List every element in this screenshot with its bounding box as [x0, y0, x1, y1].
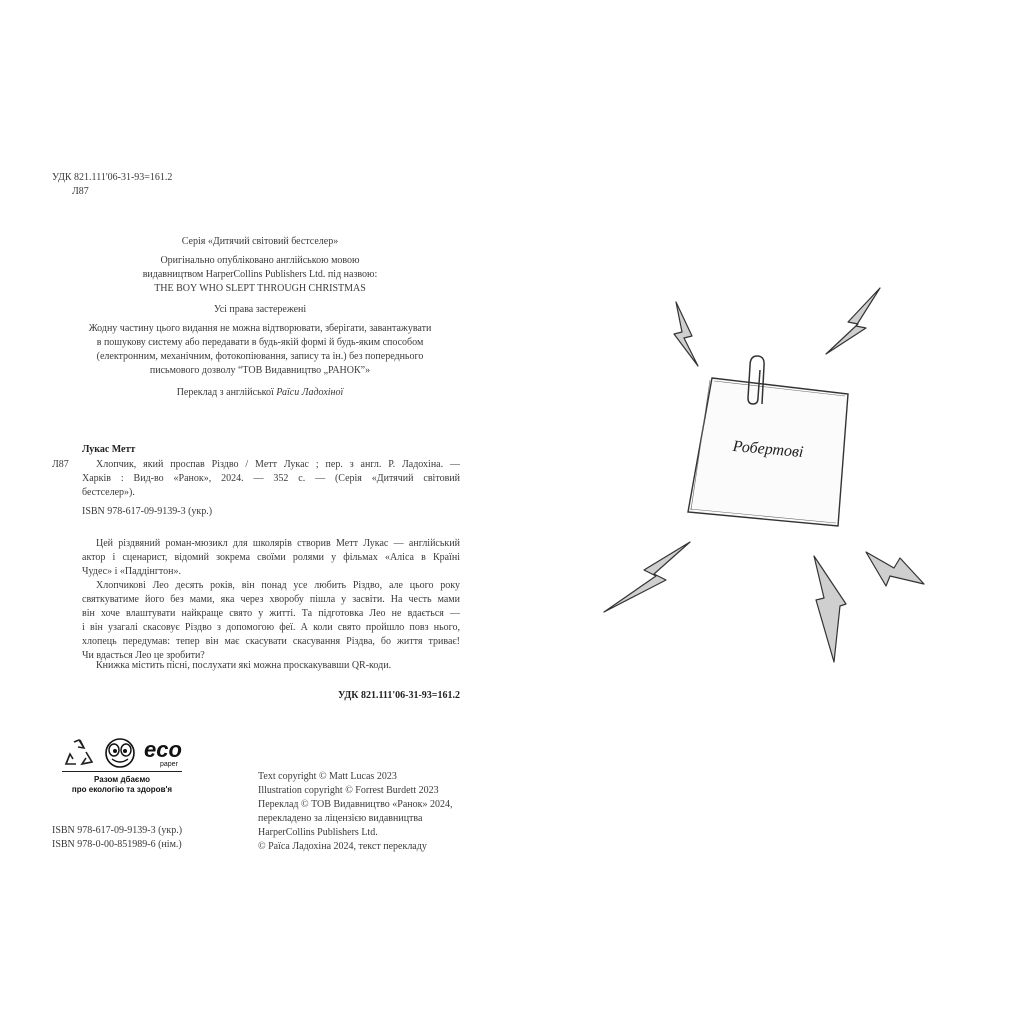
catalog-code: Л87	[52, 459, 69, 470]
dedication-illustration	[590, 280, 940, 670]
annotation-line-10: Книжка містить пісні, послухати які можна проскакувавши QR-коди.	[96, 660, 392, 671]
credit-line-1: Text copyright © Matt Lucas 2023	[258, 771, 397, 782]
lightning-bolt-icon	[674, 302, 698, 366]
credit-line-4: перекладено за ліцензією видавництва	[258, 813, 423, 824]
eco-slogan-1: Разом дбаємо	[93, 775, 151, 784]
annotation-line-9: Чи вдасться Лео це зробити?	[82, 650, 205, 661]
annotation-line-1: Цей різдвяний роман-мюзикл для школярів створив Метт Лукас — англійський	[96, 538, 460, 549]
translator-name: Раїси Ладохіної	[276, 387, 344, 398]
bbk-top: Л87	[72, 186, 89, 197]
original-title: THE BOY WHO SLEPT THROUGH CHRISTMAS	[154, 283, 366, 294]
annotation-line-2: актор і сценарист, відомий зокрема своїми ролями у фільмах «Аліса в Країні	[82, 552, 460, 563]
smiley-eyes-icon	[100, 738, 140, 768]
recycle-icon	[62, 738, 96, 768]
catalog-line-1: Хлопчик, який проспав Різдво / Метт Лукас ; пер. з англ. Р. Ладохіна. —	[96, 459, 460, 470]
eco-slogan-2: про екологію та здоров'я	[71, 785, 173, 794]
original-line-1: Оригінально опубліковано англійською мовою	[160, 255, 360, 266]
annotation-line-3: Чудес» і «Паддінгтон».	[82, 566, 182, 577]
eco-word: eco	[144, 736, 182, 762]
isbn-ukr: ISBN 978-617-09-9139-3 (укр.)	[52, 825, 183, 836]
notice-line-4: письмового дозволу “ТОВ Видавництво „РАНОК”»	[149, 365, 371, 376]
catalog-isbn: ISBN 978-617-09-9139-3 (укр.)	[82, 506, 213, 517]
catalog-author: Лукас Метт	[82, 444, 136, 455]
catalog-line-3: бестселер»).	[82, 487, 135, 498]
lightning-bolt-icon	[814, 556, 846, 662]
annotation-line-5: святкуватиме його без мами, яка через хворобу пішла у засвіти. На честь мами	[82, 594, 460, 605]
annotation-line-6: він хоче влаштувати найкраще свято у житті. Та підготовка Лео не вдається —	[82, 608, 460, 619]
notice-line-3: (електронним, механічним, фотокопіювання, запису та ін.) без попереднього	[96, 351, 424, 362]
original-line-2: видавництвом HarperCollins Publishers Ltd. під назвою:	[142, 269, 378, 280]
credit-line-2: Illustration copyright © Forrest Burdett 2023	[258, 785, 439, 796]
notice-line-1: Жодну частину цього видання не можна відтворювати, зберігати, завантажувати	[88, 323, 432, 334]
translation-line	[60, 386, 460, 400]
series-line: Серія «Дитячий світовий бестселер»	[181, 236, 339, 247]
credit-line-5: HarperCollins Publishers Ltd.	[258, 827, 378, 838]
catalog-line-2: Харків : Вид-во «Ранок», 2024. — 352 с. — (Серія «Дитячий світовий	[82, 473, 460, 484]
udk-bottom: УДК 821.111'06-31-93=161.2	[338, 690, 460, 701]
isbn-orig: ISBN 978-0-00-851989-6 (нім.)	[52, 839, 182, 850]
lightning-bolt-icon	[866, 552, 924, 586]
eco-logo	[62, 738, 182, 795]
translation-prefix: Переклад з англійської	[176, 387, 277, 398]
lightning-bolt-icon	[604, 542, 690, 612]
dedication-text: Робертові	[732, 437, 805, 462]
eco-divider	[62, 771, 182, 795]
credit-line-6: © Раїса Ладохіна 2024, текст перекладу	[258, 841, 427, 852]
annotation-line-8: хлопець передумав: тепер він має скасувати скасування Різдва, бо життя триває!	[82, 636, 460, 647]
annotation-line-7: і він узагалі скасовує Різдво з допомогою феї. А коли свято пройшло повз нього,	[82, 622, 460, 633]
eco-paper-word: paper	[160, 760, 178, 768]
lightning-bolt-icon	[826, 288, 880, 354]
annotation-line-4: Хлопчикові Лео десять років, він понад усе любить Різдво, але цього року	[96, 580, 460, 591]
notice-line-2: в пошукову систему або передавати в будь-якій формі й будь-яким способом	[96, 337, 424, 348]
rights-line: Усі права застережені	[213, 304, 307, 315]
credit-line-3: Переклад © ТОВ Видавництво «Ранок» 2024,	[258, 799, 453, 810]
udk-top: УДК 821.111'06-31-93=161.2	[52, 172, 173, 183]
